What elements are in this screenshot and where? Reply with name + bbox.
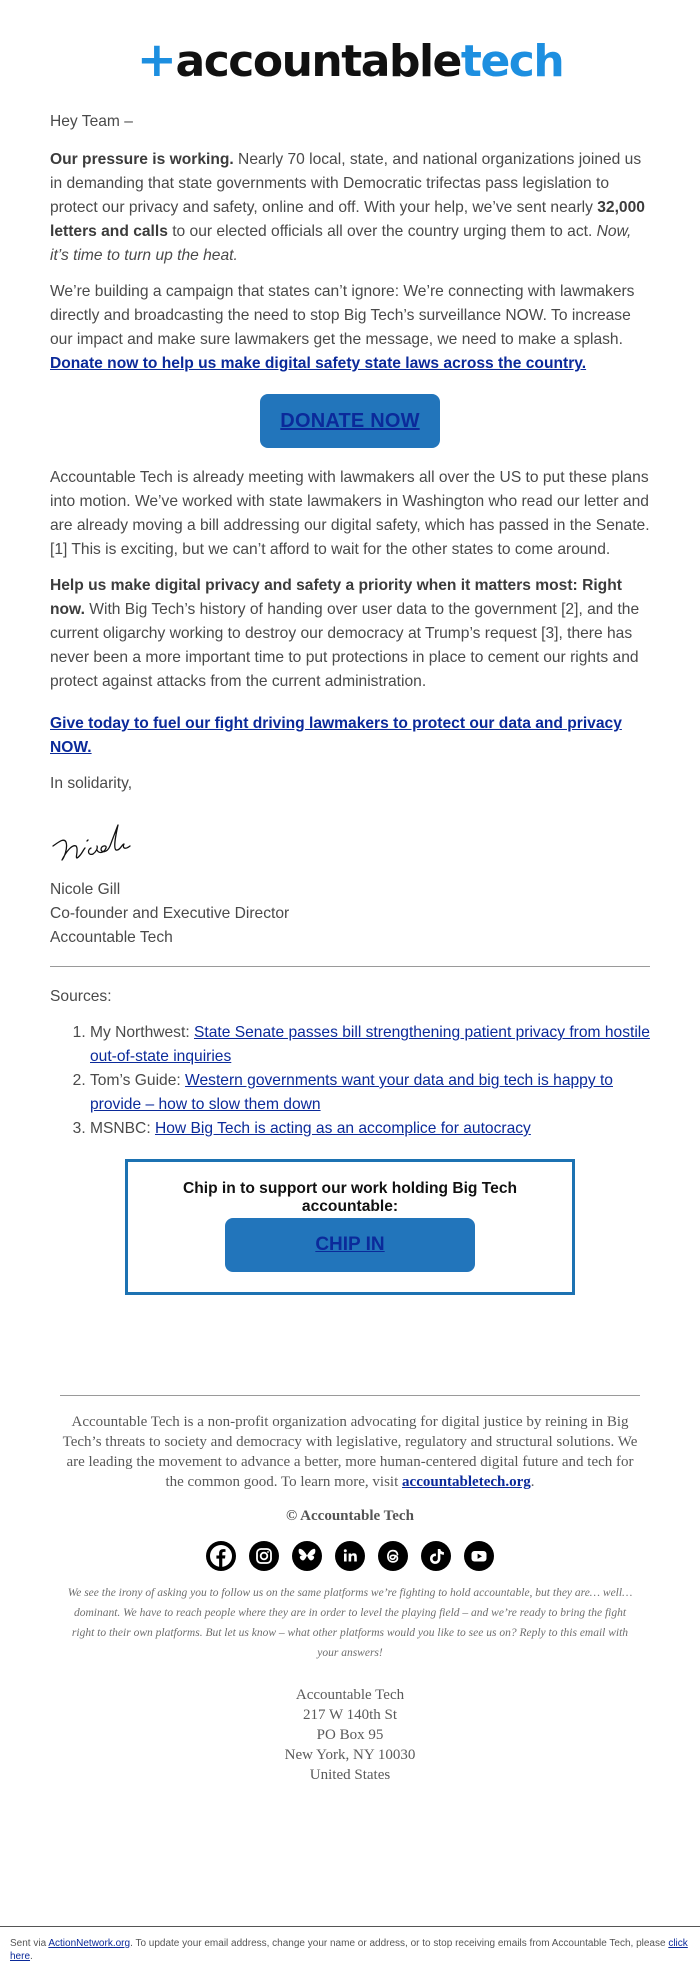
priority-bold: Help us make digital privacy and safety a priority when it matters most: Right now. [50,577,622,618]
source-outlet: My Northwest: [90,1024,194,1041]
footer [60,1395,640,1785]
letters-calls-bold: 32,000 letters and calls [50,199,645,240]
give-today-link[interactable] [50,715,622,756]
chip-in-box [125,1159,575,1295]
chip-in-button[interactable]: CHIP IN [225,1218,475,1272]
actionnetwork-link[interactable]: ActionNetwork.org [48,1938,131,1949]
mailing-address [60,1685,640,1785]
paragraph-give [50,712,650,760]
pressure-text: Nearly 70 local, state, and national organizations joined us in demanding that state governments with Democratic trifectas pass legislation to protect our privacy and safety, online and off. With your help, we’ve sent nearly [50,151,642,216]
chip-in-text: Chip in to support our work holding Big Tech accountable: [182,1180,518,1215]
donate-link[interactable] [50,355,586,372]
threads-icon[interactable] [378,1541,408,1571]
give-today-link-text: Give today to fuel our fight driving lawmakers to protect our data and privacy NOW. [50,715,622,756]
signature-image [50,808,650,872]
about-body: Accountable Tech is a non-profit organization advocating for digital justice by reining in Big Tech’s threats to society and democracy with legislative, regulatory and structural solutions. We are leading the movement to advance a better, more human-centered digital future and tech for the common good. To learn more, visit [62,1414,638,1490]
bar-prefix: Sent via [10,1938,49,1949]
divider [50,966,650,967]
sources-title: Sources: [50,988,112,1005]
donate-now-button[interactable]: DONATE NOW [260,394,440,448]
source-link[interactable]: How Big Tech is acting as an accomplice for autocracy [154,1120,531,1137]
signature-block [50,878,650,950]
source-item [90,1021,650,1069]
linkedin-icon[interactable] [335,1541,365,1571]
sources-list [50,1021,650,1141]
logo-plus: + [136,32,176,88]
youtube-icon[interactable] [464,1541,494,1571]
footer-divider [60,1395,640,1396]
bluesky-icon[interactable] [292,1541,322,1571]
accountable-tech-logo[interactable] [0,32,700,88]
source-item [90,1069,650,1117]
unsubscribe-link[interactable]: click here [10,1938,688,1962]
logo-word-tech: tech [460,36,564,87]
campaign-text: We’re building a campaign that states can’t ignore: We’re connecting with lawmakers directly and broadcasting the need to stop Big Tech’s surveillance NOW. To increase our impact and make sure lawmakers get the message, we need to make a splash. [50,283,635,348]
pressure-bold: Our pressure is working. [50,151,234,168]
paragraph-pressure [50,148,650,268]
address-line: United States [309,1767,391,1783]
about-text [60,1412,640,1492]
priority-text: With Big Tech’s history of handing over user data to the government [2], and the current oligarchy working to destroy our democracy at Trump’s request [3], there has never been a more important time to put protections in place to cement our rights and protect against attacks from the current administration. [50,601,640,690]
address-line: PO Box 95 [316,1727,384,1743]
social-icons [60,1541,640,1571]
signature-svg [50,808,160,872]
facebook-icon[interactable] [206,1541,236,1571]
source-outlet: Tom’s Guide: [90,1072,186,1089]
paragraph-meeting: Accountable Tech is already meeting with lawmakers all over the US to put these plans into motion. We’ve worked with state lawmakers in Washington who read our letter and are already moving a bill addressing our digital safety, which has passed in the Senate. [1] This is exciting, but we can’t afford to wait for the other states to come around. [50,469,650,558]
pressure-text-2: to our elected officials all over the country urging them to act. [167,223,597,240]
website-link[interactable]: accountabletech.org [402,1474,531,1490]
logo-word-accountable: accountable [175,36,461,87]
paragraph-campaign [50,280,650,376]
instagram-icon[interactable] [249,1541,279,1571]
tiktok-icon[interactable] [421,1541,451,1571]
about-end: . [530,1474,535,1490]
address-line: Accountable Tech [295,1687,405,1703]
source-item [90,1117,650,1141]
greeting: Hey Team – [50,113,133,130]
source-link[interactable]: State Senate passes bill strengthening patient privacy from hostile out-of-state inquiries [90,1024,650,1065]
source-link[interactable]: Western governments want your data and big tech is happy to provide – how to slow them down [90,1072,613,1113]
paragraph-priority [50,574,650,694]
signer-title: Co-founder and Executive Director [50,905,290,922]
unsubscribe-bar [0,1926,700,1963]
address-line: New York, NY 10030 [284,1747,416,1763]
turn-up-heat: Now, it’s time to turn up the heat. [50,223,632,264]
bar-suffix: . [30,1951,33,1962]
email-body [50,110,650,1295]
bar-middle: . To update your email address, change your name or address, or to stop receiving emails from Accountable Tech, please [130,1938,669,1949]
source-outlet: MSNBC: [90,1120,155,1137]
irony-note: We see the irony of asking you to follow us on the same platforms we’re fighting to hold accountable, but they are… well… dominant. We have to reach people where they are in order to level the playing field – and we’re ready to bring the fight right to their own platforms. But let us know – what other platforms would you like to see us on? Reply to this email with your answers! [67,1587,633,1659]
signer-org: Accountable Tech [50,929,173,946]
signer-name: Nicole Gill [50,881,121,898]
copyright: © Accountable Tech [286,1508,414,1524]
donate-link-text: Donate now to help us make digital safety state laws across the country. [50,355,587,372]
address-line: 217 W 140th St [302,1707,398,1723]
closing: In solidarity, [50,775,133,792]
